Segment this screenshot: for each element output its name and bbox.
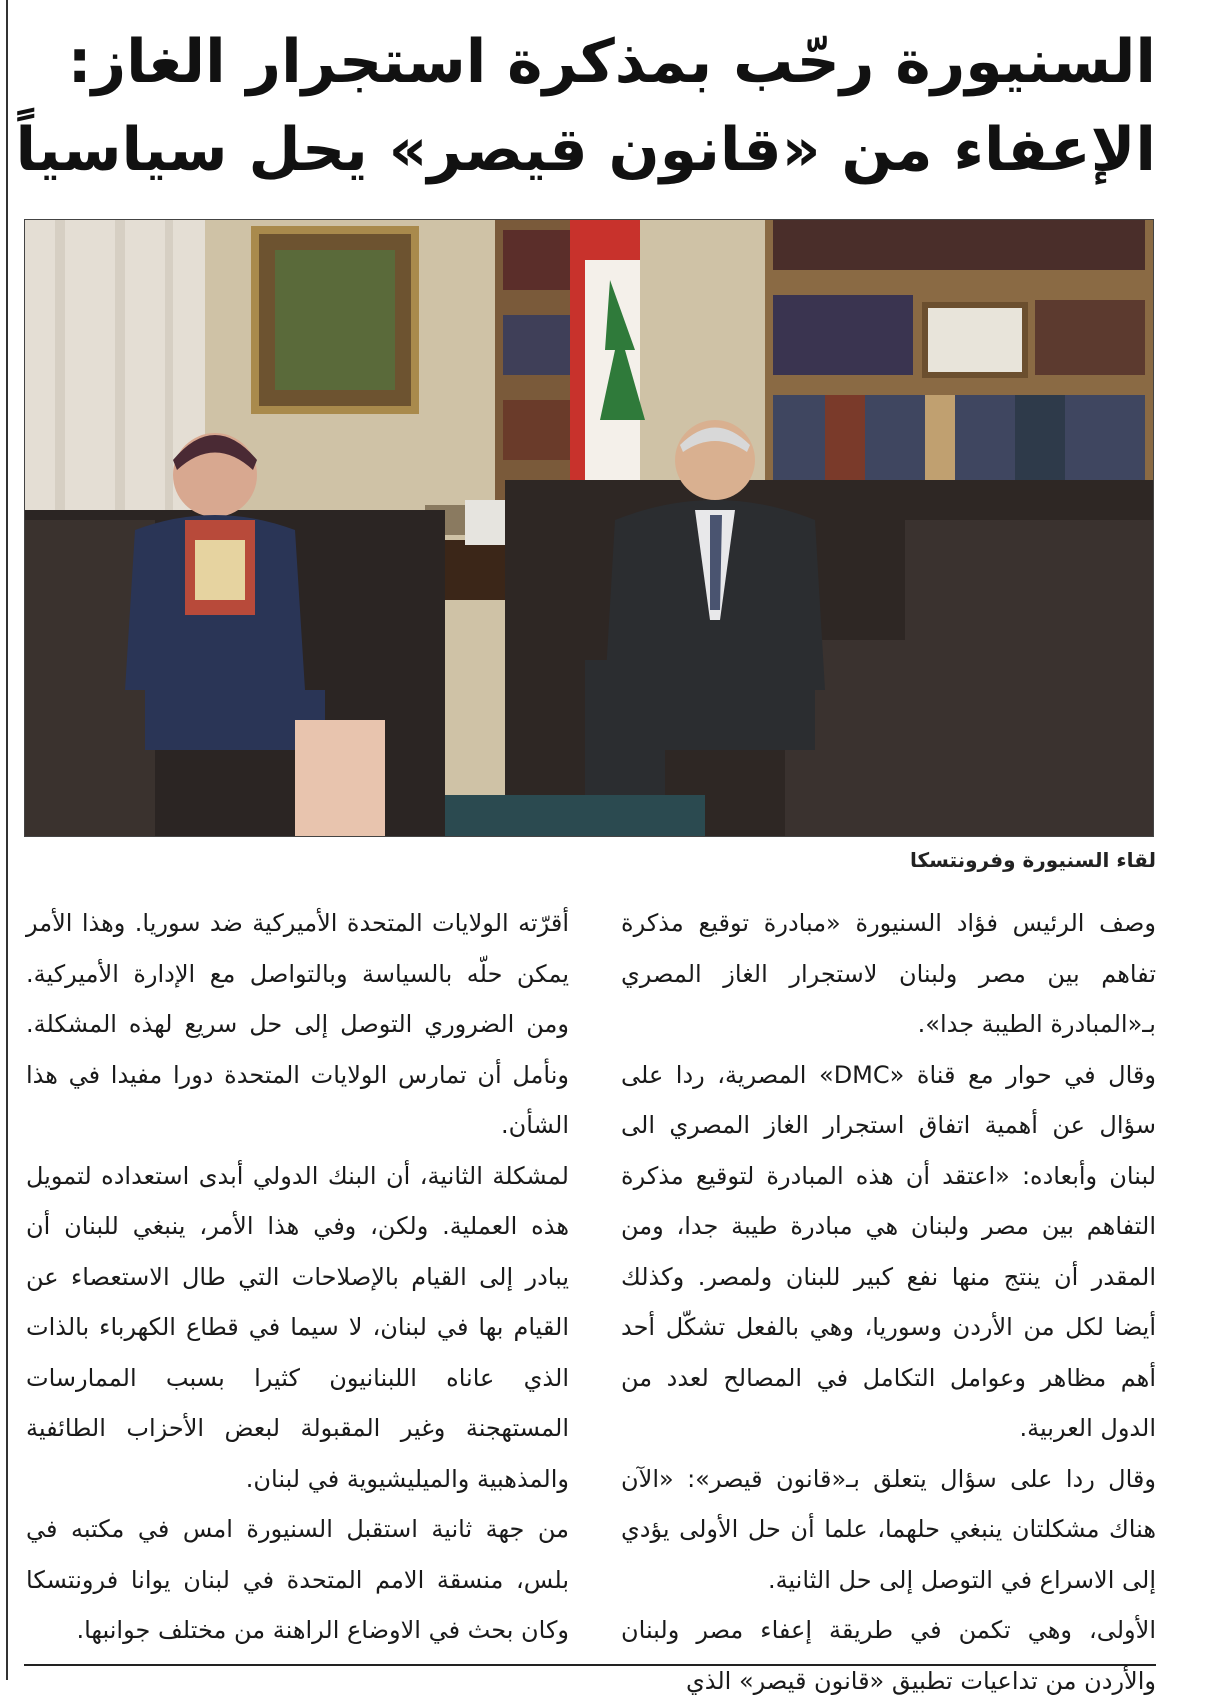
- paragraph: أقرّته الولايات المتحدة الأميركية ضد سوريا. وهذا الأمر يمكن حلّه بالسياسة وبالتواصل مع الإدارة الأميركية. ومن الضروري التوصل إلى حل سريع لهذه المشكلة. ونأمل أن تمارس الولايات المتحدة دورا مفيدا في هذا الشأن.: [26, 909, 569, 1139]
- paragraph: الأولى، وهي تكمن في طريقة إعفاء مصر ولبنان والأردن من تداعيات تطبيق «قانون قيصر» الذي: [621, 1616, 1156, 1695]
- bottom-rule: [24, 1664, 1156, 1666]
- page-edge-rule: [6, 0, 8, 1680]
- headline-line-1: السنيورة رحّب بمذكرة استجرار الغاز:: [67, 27, 1156, 97]
- coffee-table: [445, 795, 705, 836]
- paragraph: وقال ردا على سؤال يتعلق بـ«قانون قيصر»: «الآن هناك مشكلتان ينبغي حلهما، علما أن حل الأولى يؤدي إلى الاسراع في التوصل إلى حل الثانية.: [621, 1464, 1156, 1594]
- article-column-right: [621, 898, 1156, 1706]
- paragraph: وقال في حوار مع قناة «DMC» المصرية، ردا على سؤال عن أهمية اتفاق استجرار الغاز المصري الى لبنان وأبعاده: «اعتقد أن هذه المبادرة لتوقيع مذكرة التفاهم بين مصر ولبنان هي مبادرة طيبة جدا، ومن المقدر أن ينتج منها نفع كبير للبنان ولمصر. وكذلك أيضا لكل من الأردن وسوريا، وهي بالفعل تشكّل أحد أهم مظاهر وعوامل التكامل في المصالح لعدد من الدول العربية.: [621, 1060, 1156, 1442]
- photo-caption: لقاء السنيورة وفرونتسكا: [909, 848, 1156, 872]
- headline-line-2: الإعفاء من «قانون قيصر» يحل سياسياً: [15, 115, 1156, 185]
- article-column-left: [26, 898, 569, 1656]
- paragraph: من جهة ثانية استقبل السنيورة امس في مكتبه في بلس، منسقة الامم المتحدة في لبنان يوانا فرونتسكا وكان بحث في الاوضاع الراهنة من مختلف جوانبها.: [26, 1515, 569, 1644]
- paragraph: وصف الرئيس فؤاد السنيورة «مبادرة توقيع مذكرة تفاهم بين مصر ولبنان لاستجرار الغاز المصري بـ«المبادرة الطيبة جدا».: [621, 909, 1156, 1038]
- paragraph: لمشكلة الثانية، أن البنك الدولي أبدى استعداده لتمويل هذه العملية. ولكن، وفي هذا الأمر، ينبغي للبنان أن يبادر إلى القيام بالإصلاحات التي طال الاستعصاء عن القيام بها في لبنان، لا سيما في قطاع الكهرباء بالذات الذي عاناه اللبنانيون كثيرا بسبب الممارسات المستهجنة وغير المقبولة لبعض الأحزاب الطائفية والمذهبية والميليشيوية في لبنان.: [26, 1161, 569, 1493]
- article-photo: [24, 219, 1154, 837]
